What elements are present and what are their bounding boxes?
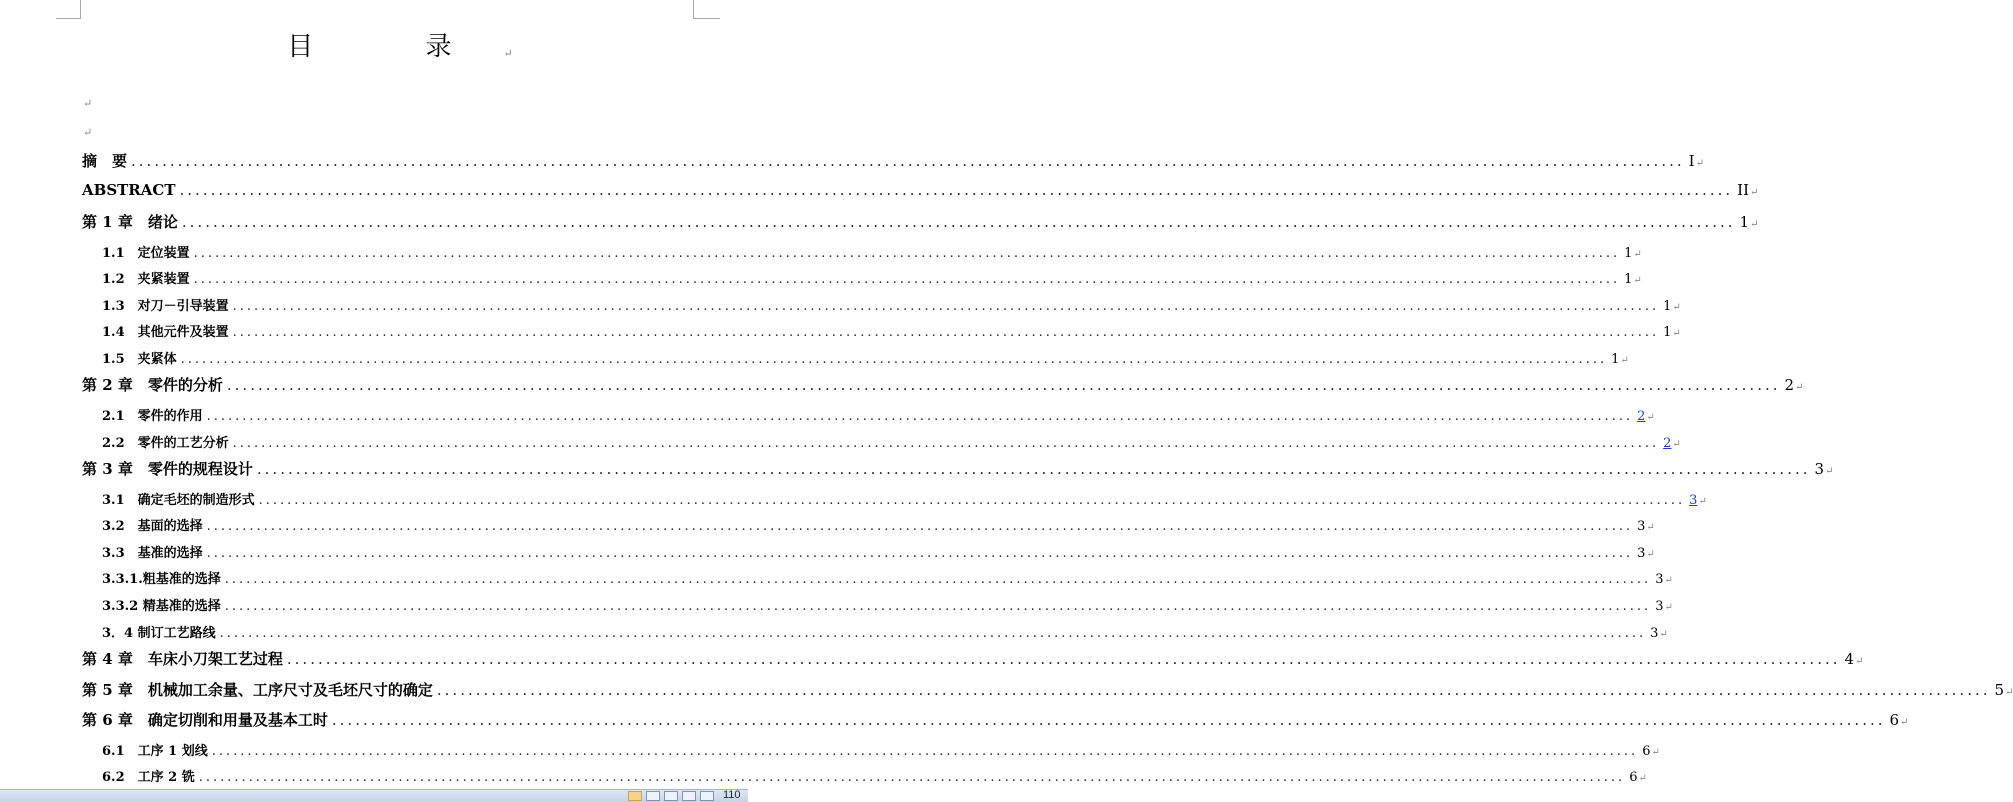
- full-screen-reading-view-icon[interactable]: [646, 791, 660, 801]
- toc-entry-title: 6.2 工序 2 铣: [102, 770, 195, 786]
- paragraph-mark-icon: ↵: [83, 97, 93, 110]
- toc-dot-leader: ........................................................................................................................................................................................................: [181, 213, 1736, 231]
- toc-entry-title: 1.4 其他元件及装置: [102, 325, 229, 341]
- toc-dot-leader: ........................................................................................................................................................................................................: [436, 680, 1991, 699]
- paragraph-mark-icon: ↵: [1672, 328, 1681, 340]
- toc-page-number: 3: [1814, 460, 1825, 479]
- paragraph-mark-icon: ↵: [1620, 354, 1629, 366]
- toc-page-number: 3: [1650, 625, 1659, 641]
- toc-dot-leader: ........................................................................................................................................................................................................: [206, 408, 1634, 424]
- toc-dot-leader: ........................................................................................................................................................................................................: [198, 770, 1626, 786]
- toc-entry[interactable]: [82, 432, 1681, 459]
- paragraph-mark-icon: ↵: [1638, 773, 1647, 785]
- toc-entry[interactable]: [82, 374, 1804, 405]
- paragraph-mark-icon: ↵: [1646, 411, 1655, 423]
- paragraph-mark-icon: ↵: [1900, 717, 1909, 729]
- paragraph-mark-icon: ↵: [1795, 382, 1804, 394]
- toc-dot-leader: ........................................................................................................................................................................................................: [206, 545, 1634, 561]
- toc-entry[interactable]: [82, 211, 1759, 242]
- toc-entry[interactable]: [82, 595, 1673, 622]
- toc-entry-title: 1.5 夹紧体: [102, 351, 177, 367]
- toc-page-number: 6: [1642, 743, 1651, 759]
- toc-entry-title: 3．4 制订工艺路线: [102, 625, 216, 641]
- toc-entry-title: 第 1 章 绪论: [82, 213, 178, 231]
- toc-page-number: 1: [1739, 213, 1750, 231]
- outline-view-icon[interactable]: [682, 791, 696, 801]
- toc-page-number: 3: [1637, 519, 1646, 535]
- toc-dot-leader: ........................................................................................................................................................................................................: [232, 325, 1660, 341]
- paragraph-mark-icon: ↵: [1659, 628, 1668, 640]
- toc-page-number: 6: [1889, 711, 1900, 730]
- table-of-contents: [82, 150, 2013, 793]
- toc-dot-leader: ........................................................................................................................................................................................................: [193, 272, 1621, 288]
- toc-dot-leader: ........................................................................................................................................................................................................: [331, 711, 1886, 730]
- page-corner-mark-right: [693, 0, 720, 19]
- toc-entry-title: 第 2 章 零件的分析: [82, 376, 223, 395]
- web-layout-view-icon[interactable]: [664, 791, 678, 801]
- toc-page-number: 4: [1844, 650, 1855, 669]
- toc-entry[interactable]: [82, 489, 1707, 516]
- toc-page-number: 1: [1663, 325, 1672, 341]
- toc-entry-title: 1.1 定位装置: [102, 245, 190, 261]
- toc-entry[interactable]: [82, 180, 1759, 212]
- paragraph-mark-icon: ↵: [1672, 438, 1681, 450]
- paragraph-mark-icon: ↵: [2005, 686, 2013, 698]
- toc-page-number: 1: [1624, 245, 1633, 261]
- paragraph-mark-icon: ↵: [1750, 186, 1759, 198]
- toc-dot-leader: ........................................................................................................................................................................................................: [232, 435, 1660, 451]
- toc-dot-leader: ........................................................................................................................................................................................................: [232, 298, 1660, 314]
- toc-entry[interactable]: [82, 348, 1629, 375]
- toc-dot-leader: ........................................................................................................................................................................................................: [180, 351, 1608, 367]
- toc-dot-leader: ........................................................................................................................................................................................................: [131, 152, 1685, 170]
- toc-entry[interactable]: [82, 321, 1681, 348]
- toc-entry-title: 2.1 零件的作用: [102, 408, 203, 424]
- toc-entry[interactable]: [82, 568, 1673, 595]
- toc-entry[interactable]: [82, 515, 1655, 542]
- draft-view-icon[interactable]: [700, 791, 714, 801]
- paragraph-mark-icon: ↵: [83, 126, 93, 139]
- toc-page-number: 3: [1655, 599, 1664, 615]
- paragraph-mark-icon: ↵: [1825, 466, 1834, 478]
- toc-entry[interactable]: [82, 648, 1864, 679]
- status-bar: [0, 789, 748, 802]
- paragraph-mark-icon: ↵: [1633, 275, 1642, 287]
- paragraph-mark-icon: ↵: [1664, 602, 1673, 614]
- toc-entry[interactable]: [82, 542, 1655, 569]
- paragraph-mark-icon: ↵: [1695, 158, 1704, 169]
- paragraph-mark-icon: ↵: [503, 47, 513, 60]
- toc-page-number: I: [1688, 152, 1695, 170]
- toc-entry-title: 摘 要: [82, 152, 128, 170]
- document-title: 目 录↵: [287, 32, 513, 62]
- page-corner-mark-left: [56, 0, 81, 19]
- toc-entry-title: 1.3 对刀－引导装置: [102, 298, 229, 314]
- toc-entry-title: 第 4 章 车床小刀架工艺过程: [82, 650, 283, 669]
- toc-entry[interactable]: [82, 622, 1668, 649]
- toc-entry-title: 第 3 章 零件的规程设计: [82, 460, 253, 479]
- toc-page-number: II: [1737, 180, 1749, 199]
- toc-page-number[interactable]: 2: [1637, 408, 1646, 424]
- paragraph-mark-icon: ↵: [1646, 522, 1655, 534]
- toc-entry-title: 3.2 基面的选择: [102, 519, 203, 535]
- toc-entry[interactable]: [82, 458, 1834, 489]
- toc-entry-title: 第 5 章 机械加工余量、工序尺寸及毛坯尺寸的确定: [82, 680, 433, 699]
- toc-entry-title: 3.1 确定毛坯的制造形式: [102, 492, 255, 508]
- toc-dot-leader: ........................................................................................................................................................................................................: [193, 245, 1621, 261]
- toc-page-number: 5: [1994, 680, 2005, 699]
- toc-dot-leader: ........................................................................................................................................................................................................: [224, 599, 1652, 615]
- toc-dot-leader: ........................................................................................................................................................................................................: [219, 625, 1647, 641]
- toc-page-number: 1: [1611, 351, 1620, 367]
- paragraph-mark-icon: ↵: [1646, 548, 1655, 560]
- paragraph-mark-icon: ↵: [1855, 656, 1864, 668]
- toc-entry-title: 2.2 零件的工艺分析: [102, 435, 229, 451]
- toc-entry[interactable]: [82, 242, 1642, 269]
- toc-entry[interactable]: [82, 150, 1704, 181]
- toc-entry-title: 3.3 基准的选择: [102, 545, 203, 561]
- toc-dot-leader: ........................................................................................................................................................................................................: [211, 743, 1639, 759]
- toc-page-number[interactable]: 2: [1663, 435, 1672, 451]
- paragraph-mark-icon: ↵: [1633, 248, 1642, 260]
- zoom-level[interactable]: 110: [723, 789, 741, 801]
- toc-entry[interactable]: [82, 740, 1660, 767]
- paragraph-mark-icon: ↵: [1651, 746, 1660, 758]
- toc-page-number: 3: [1637, 545, 1646, 561]
- toc-dot-leader: ........................................................................................................................................................................................................: [179, 180, 1734, 199]
- toc-dot-leader: ........................................................................................................................................................................................................: [224, 572, 1652, 588]
- toc-dot-leader: ........................................................................................................................................................................................................: [256, 460, 1811, 479]
- toc-entry-title: 3.3.1.粗基准的选择: [102, 572, 221, 588]
- toc-entry[interactable]: [82, 709, 1909, 740]
- print-layout-view-icon[interactable]: [628, 791, 642, 801]
- toc-dot-leader: ........................................................................................................................................................................................................: [206, 519, 1634, 535]
- paragraph-mark-icon: ↵: [1672, 301, 1681, 313]
- toc-page-number: 1: [1624, 272, 1633, 288]
- toc-entry[interactable]: [82, 679, 2013, 710]
- toc-dot-leader: ........................................................................................................................................................................................................: [226, 376, 1781, 395]
- toc-entry-title: ABSTRACT: [82, 180, 176, 199]
- toc-entry-title: 1.2 夹紧装置: [102, 272, 190, 288]
- toc-dot-leader: ........................................................................................................................................................................................................: [286, 650, 1841, 669]
- toc-page-number: 3: [1655, 572, 1664, 588]
- toc-page-number: 6: [1629, 770, 1638, 786]
- toc-page-number: 1: [1663, 298, 1672, 314]
- toc-dot-leader: ........................................................................................................................................................................................................: [258, 492, 1686, 508]
- paragraph-mark-icon: ↵: [1664, 575, 1673, 587]
- paragraph-mark-icon: ↵: [1698, 495, 1707, 507]
- toc-entry[interactable]: [82, 405, 1655, 432]
- toc-page-number: 2: [1784, 376, 1795, 395]
- paragraph-mark-icon: ↵: [1750, 219, 1759, 230]
- toc-entry[interactable]: [82, 268, 1642, 295]
- toc-entry-title: 3.3.2 精基准的选择: [102, 599, 221, 615]
- toc-page-number[interactable]: 3: [1689, 492, 1698, 508]
- toc-entry-title: 6.1 工序 1 划线: [102, 743, 208, 759]
- toc-entry[interactable]: [82, 295, 1681, 322]
- toc-entry-title: 第 6 章 确定切削和用量及基本工时: [82, 711, 328, 730]
